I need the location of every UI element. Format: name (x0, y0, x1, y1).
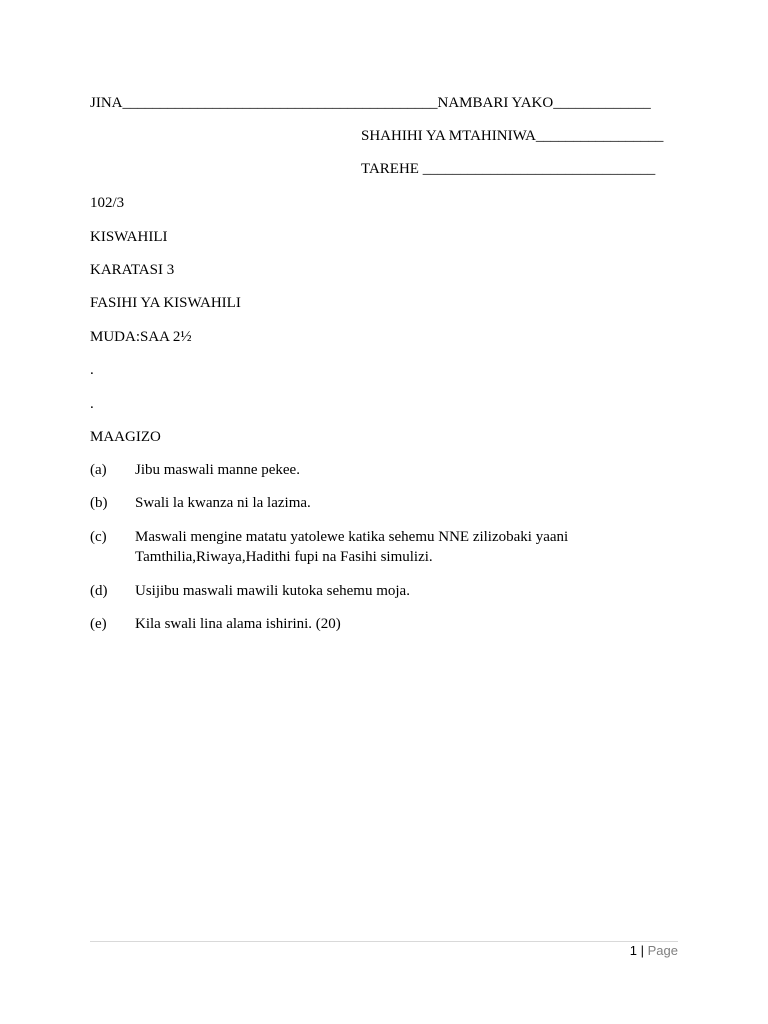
instruction-item (90, 527, 610, 567)
instruction-text: Jibu maswali manne pekee. (135, 462, 300, 478)
subject-name: KISWAHILI (90, 229, 168, 245)
page-footer (630, 943, 678, 959)
instructions-heading: MAAGIZO (90, 429, 161, 445)
instruction-letter: (c) (90, 529, 107, 545)
name-and-number-line: JINA__________________________________________NAMBARI YAKO_____________ (90, 95, 651, 111)
paper-number: KARATASI 3 (90, 262, 175, 278)
instruction-letter: (e) (90, 616, 107, 632)
date-line: TAREHE _______________________________ (361, 161, 656, 177)
page-number: 1 (629, 943, 637, 958)
time-allowed: MUDA:SAA 2½ (90, 329, 192, 345)
instruction-text: Maswali mengine matatu yatolewe katika sehemu NNE zilizobaki yaani Tamthilia,Riwaya,Hadithi fupi na Fasihi simulizi. (135, 529, 569, 565)
page-label: Page (647, 943, 678, 958)
instruction-item (90, 460, 610, 480)
paper-code: 102/3 (90, 195, 125, 211)
dot-line-1: . (90, 362, 94, 378)
footer-separator: | (640, 943, 644, 958)
footer-divider (90, 941, 678, 942)
instruction-item (90, 614, 610, 634)
instruction-letter: (a) (90, 462, 107, 478)
candidate-signature-line: SHAHIHI YA MTAHINIWA_________________ (361, 128, 664, 144)
instruction-text: Usijibu maswali mawili kutoka sehemu moja. (135, 583, 410, 599)
instruction-letter: (b) (90, 495, 108, 511)
instruction-item (90, 493, 610, 513)
dot-line-2: . (90, 396, 94, 412)
instruction-text: Kila swali lina alama ishirini. (20) (135, 616, 341, 632)
paper-title: FASIHI YA KISWAHILI (90, 295, 241, 311)
instruction-letter: (d) (90, 583, 108, 599)
instruction-text: Swali la kwanza ni la lazima. (135, 495, 311, 511)
instruction-item (90, 581, 610, 601)
